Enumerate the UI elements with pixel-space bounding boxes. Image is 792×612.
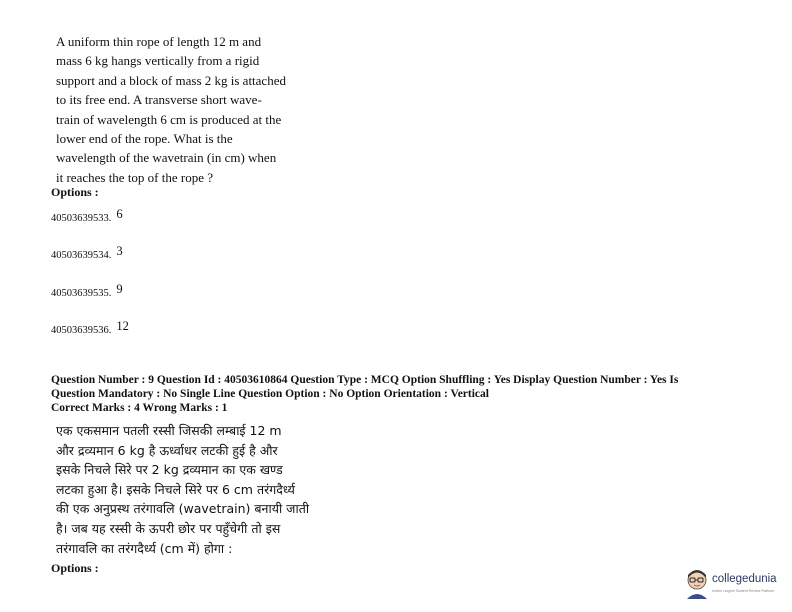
collegedunia-logo [684, 567, 788, 601]
question-line: और द्रव्यमान 6 kg है ऊर्ध्वाधर लटकी हुई है और [56, 442, 278, 458]
meta-line: Question Number : 9 Question Id : 40503610864 Question Type : MCQ Option Shuffling : Yes Display Question Number : Yes Is [51, 374, 679, 386]
question-line: it reaches the top of the rope ? [56, 169, 214, 185]
option-value: 12 [116, 319, 129, 333]
logo-text: collegedunia [712, 573, 777, 585]
option-id: 40503639534. [51, 250, 112, 261]
option-id: 40503639535. [51, 288, 112, 299]
question-meta [51, 373, 751, 415]
option-value: 6 [116, 207, 123, 221]
logo-mascot-icon [684, 569, 710, 599]
option-item[interactable] [51, 207, 123, 225]
question-line: लटका हुआ है। इसके निचले सिरे पर 6 cm तरंगदैर्ध्य [56, 481, 295, 497]
option-value: 9 [116, 282, 123, 296]
question-line: wavelength of the wavetrain (in cm) when [56, 150, 277, 166]
option-item[interactable] [51, 319, 129, 337]
question-line: की एक अनुप्रस्थ तरंगावलि (wavetrain) बनायी जाती [56, 501, 310, 517]
option-item[interactable] [51, 244, 123, 262]
question-line: इसके निचले सिरे पर 2 kg द्रव्यमान का एक खण्ड [56, 462, 283, 478]
question-text-hindi [56, 421, 310, 558]
question-line: support and a block of mass 2 kg is attached [56, 72, 286, 88]
options-heading: Options : [51, 185, 99, 199]
option-item[interactable] [51, 282, 123, 300]
meta-line: Question Mandatory : No Single Line Question Option : No Option Orientation : Vertical [51, 388, 489, 400]
question-line: train of wavelength 6 cm is produced at the [56, 111, 282, 127]
option-value: 3 [116, 244, 123, 258]
option-id: 40503639536. [51, 325, 112, 336]
option-id: 40503639533. [51, 213, 112, 224]
options-heading: Options : [51, 561, 99, 575]
question-line: lower end of the rope. What is the [56, 131, 233, 147]
question-line: एक एकसमान पतली रस्सी जिसकी लम्बाई 12 m [56, 423, 282, 438]
question-line: है। जब यह रस्सी के ऊपरी छोर पर पहुँचेगी तो इस [56, 520, 281, 536]
question-line: A uniform thin rope of length 12 m and [56, 34, 262, 49]
question-line: to its free end. A transverse short wave- [56, 92, 262, 108]
meta-line: Correct Marks : 4 Wrong Marks : 1 [51, 402, 228, 414]
question-line: mass 6 kg hangs vertically from a rigid [56, 53, 260, 69]
question-line: तरंगावलि का तरंगदैर्ध्य (cm में) होगा : [56, 540, 233, 556]
logo-tagline: India's Largest Student Review Platform [712, 589, 775, 593]
question-text-english [56, 32, 296, 187]
